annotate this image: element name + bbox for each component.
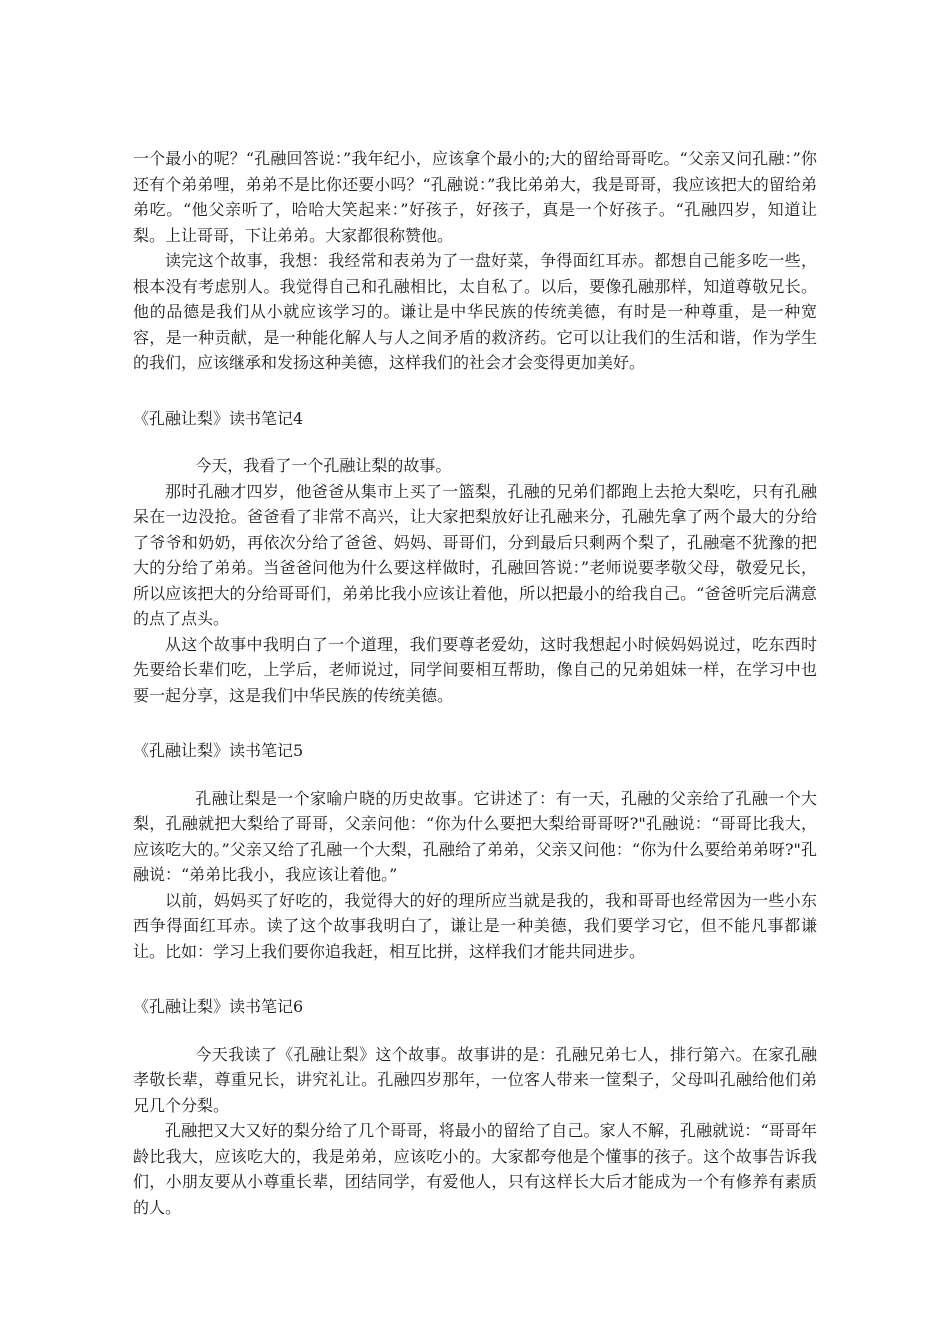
document-page	[133, 146, 817, 1220]
paragraph: 从这个故事中我明白了一个道理，我们要尊老爱幼，这时我想起小时候妈妈说过，吃东西时先要给长辈们吃，上学后，老师说过，同学间要相互帮助，像自己的兄弟姐妹一样，在学习中也要一起分享，这是我们中华民族的传统美德。	[133, 634, 817, 705]
paragraph: 读完这个故事，我想：我经常和表弟为了一盘好菜，争得面红耳赤。都想自己能多吃一些，根本没有考虑别人。我觉得自己和孔融相比，太自私了。以后，要像孔融那样，知道尊敬兄长。他的品德是我们从小就应该学习的。谦让是中华民族的传统美德，有时是一种尊重，是一种宽容，是一种贡献，是一种能化解人与人之间矛盾的救济药。它可以让我们的生活和谐，作为学生的我们，应该继承和发扬这种美德，这样我们的社会才会变得更加美好。	[133, 251, 817, 372]
paragraph: 以前，妈妈买了好吃的，我觉得大的好的理所应当就是我的，我和哥哥也经常因为一些小东西争得面红耳赤。读了这个故事我明白了，谦让是一种美德，我们要学习它，但不能凡事都谦让。比如：学习上我们要你追我赶，相互比拼，这样我们才能共同进步。	[133, 890, 817, 961]
spacer	[133, 708, 817, 738]
section-heading: 《孔融让梨》读书笔记5	[133, 741, 304, 760]
paragraph: 今天我读了《孔融让梨》这个故事。故事讲的是：孔融兄弟七人，排行第六。在家孔融孝敬长辈，尊重兄长，讲究礼让。孔融四岁那年，一位客人带来一筐梨子，父母叫孔融给他们弟兄几个分梨。	[133, 1044, 817, 1115]
paragraph: 孔融把又大又好的梨分给了几个哥哥，将最小的留给了自己。家人不解，孔融就说：“哥哥年龄比我大，应该吃大的，我是弟弟，应该吃小的。大家都夸他是个懂事的孩子。这个故事告诉我们，小朋友要从小尊重长辈，团结同学，有爱他人，只有这样长大后才能成为一个有修养有素质的人。	[133, 1121, 817, 1217]
section-heading: 《孔融让梨》读书笔记4	[133, 408, 304, 428]
section-heading: 《孔融让梨》读书笔记6	[133, 997, 304, 1016]
paragraph: 孔融让梨是一个家喻户晓的历史故事。它讲述了：有一天，孔融的父亲给了孔融一个大梨，孔融就把大梨给了哥哥，父亲问他：“你为什么要把大梨给哥哥呀?"孔融说：“哥哥比我大，应该吃大的。”父亲又给了孔融一个大梨，孔融给了弟弟，父亲又问他：“你为什么要给弟弟呀?"孔融说：“弟弟比我小，我应该让着他。”	[133, 788, 817, 884]
spacer	[133, 1020, 817, 1042]
spacer	[133, 376, 817, 406]
spacer	[133, 964, 817, 994]
paragraph: 那时孔融才四岁，他爸爸从集市上买了一篮梨，孔融的兄弟们都跑上去抢大梨吃，只有孔融呆在一边没抢。爸爸看了非常不高兴，让大家把梨放好让孔融来分，孔融先拿了两个最大的分给了爷爷和奶奶，再依次分给了爸爸、妈妈、哥哥们，分到最后只剩两个梨了，孔融毫不犹豫的把大的分给了弟弟。当爸爸问他为什么要这样做时，孔融回答说：”老师说要孝敬父母，敬爱兄长，所以应该把大的分给哥哥们，弟弟比我小应该让着他，所以把最小的给我自己。“爸爸听完后满意的点了点头。	[133, 481, 817, 628]
paragraph: 今天，我看了一个孔融让梨的故事。	[195, 456, 452, 475]
spacer	[133, 431, 817, 453]
spacer	[133, 764, 817, 786]
paragraph: 一个最小的呢？“孔融回答说：”我年纪小，应该拿个最小的;大的留给哥哥吃。“父亲又问孔融：”你还有个弟弟哩，弟弟不是比你还要小吗？“孔融说：”我比弟弟大，我是哥哥，我应该把大的留给弟弟吃。“他父亲听了，哈哈大笑起来：”好孩子，好孩子，真是一个好孩子。“孔融四岁，知道让梨。上让哥哥，下让弟弟。大家都很称赞他。	[133, 149, 817, 245]
